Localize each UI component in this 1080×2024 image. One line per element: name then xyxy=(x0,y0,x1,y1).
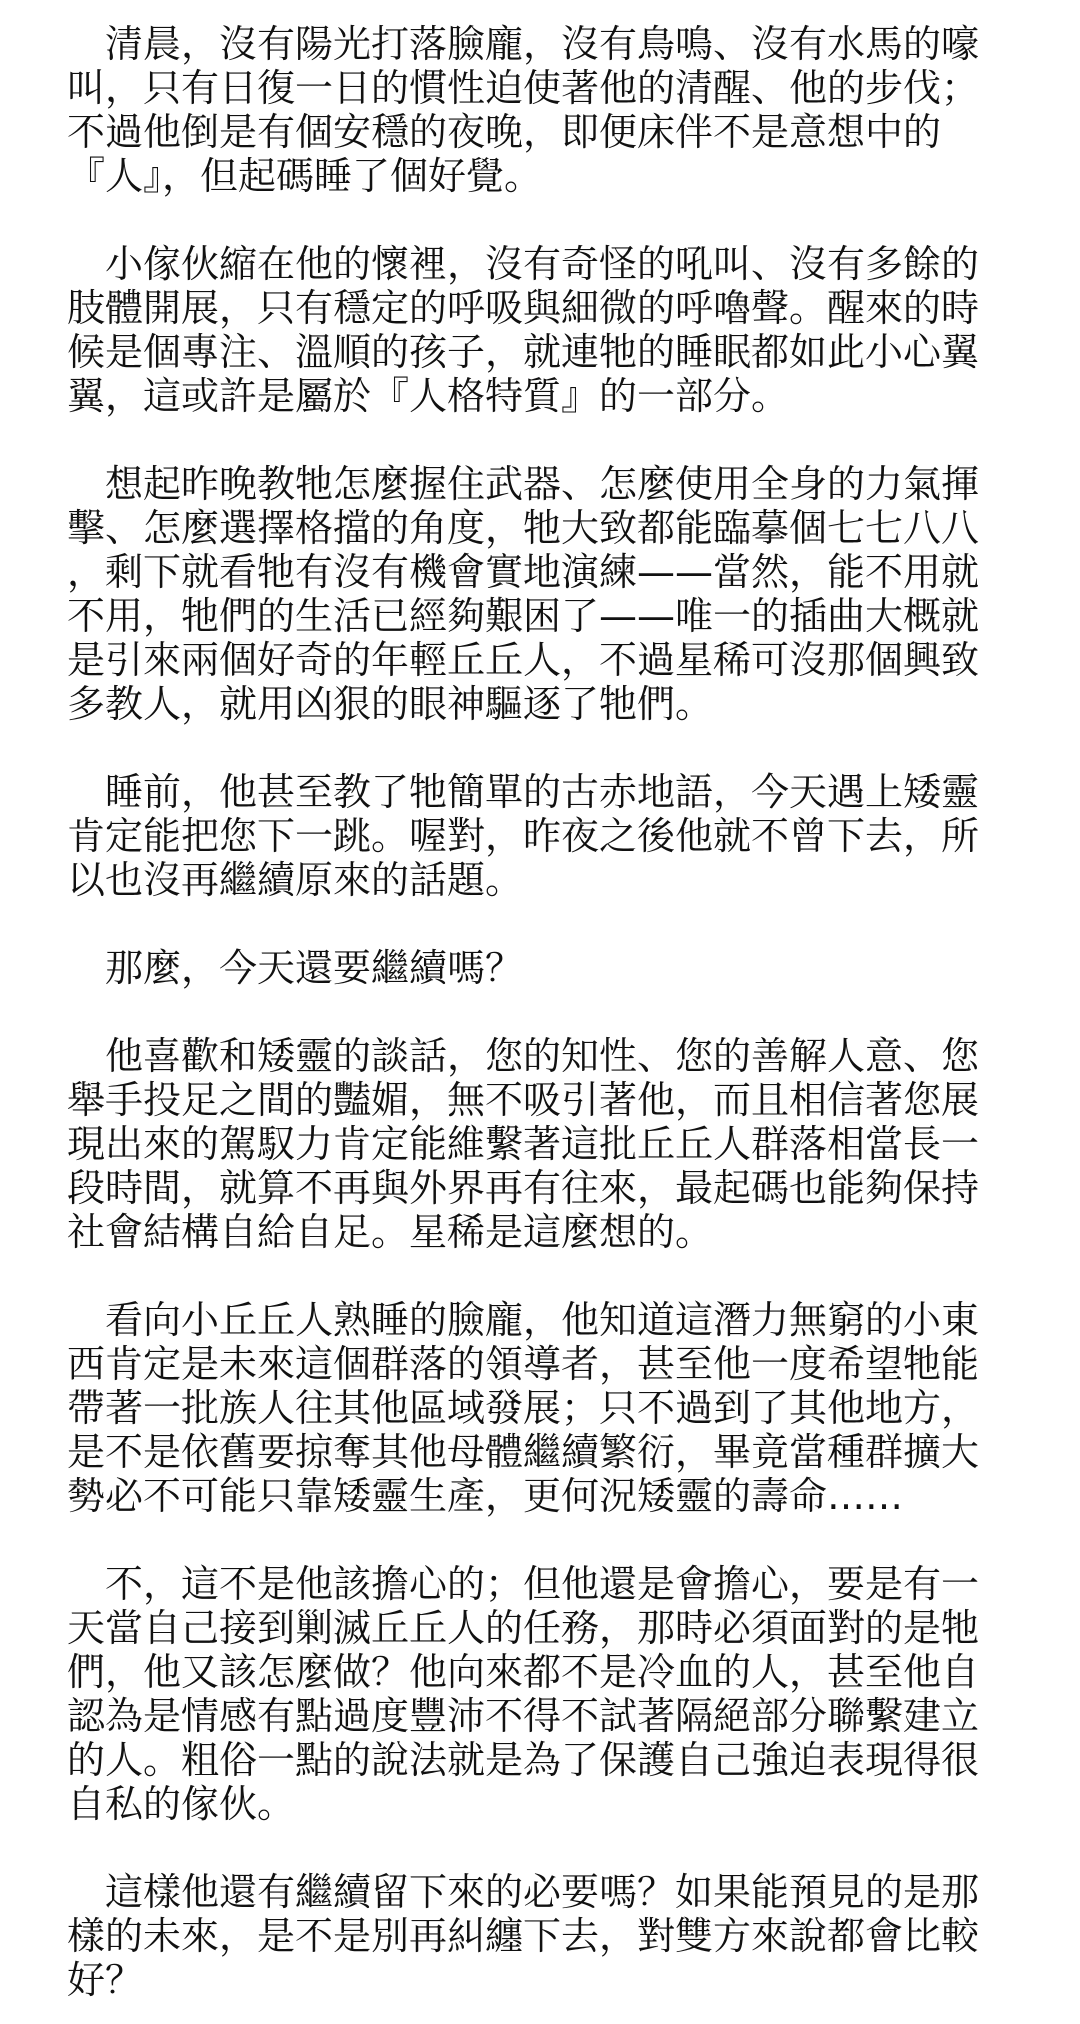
paragraph-8: 不，這不是他該擔心的；但他還是會擔心，要是有一 天當自己接到剿滅丘丘人的任務，那時必須面對的是牠 們，他又該怎麼做？他向來都不是冷血的人，甚至他自 認為是情感有點過度豐沛不得不試著隔絕部分聯繫建立 的人。粗俗一點的說法就是為了保護自己強迫表現得很 自私的傢伙。 xyxy=(67,1562,980,1826)
paragraph-7: 看向小丘丘人熟睡的臉龐，他知道這潛力無窮的小東 西肯定是未來這個群落的領導者，甚至他一度希望牠能 帶著一批族人往其他區域發展；只不過到了其他地方， 是不是依舊要掠奪其他母體繼續繁衍，畢竟當種群擴大 勢必不可能只靠矮靈生產，更何況矮靈的壽命…… xyxy=(67,1298,980,1518)
paragraph-3: 想起昨晚教牠怎麼握住武器、怎麼使用全身的力氣揮 擊、怎麼選擇格擋的角度，牠大致都能臨摹個七七八八 ，剩下就看牠有沒有機會實地演練——當然，能不用就 不用，牠們的生活已經夠艱困了——唯一的插曲大概就 是引來兩個好奇的年輕丘丘人，不過星稀可沒那個興致 多教人，就用凶狠的眼神驅逐了牠們。 xyxy=(67,462,980,726)
paragraph-5: 那麼，今天還要繼續嗎？ xyxy=(67,946,524,990)
paragraph-9: 這樣他還有繼續留下來的必要嗎？如果能預見的是那 樣的未來，是不是別再糾纏下去，對雙方來說都會比較 好？ xyxy=(67,1870,980,2002)
paragraph-2: 小傢伙縮在他的懷裡，沒有奇怪的吼叫、沒有多餘的 肢體開展，只有穩定的呼吸與細微的呼嚕聲。醒來的時 候是個專注、溫順的孩子，就連牠的睡眠都如此小心翼 翼，這或許是屬於『人格特質』的一部分。 xyxy=(67,242,980,418)
paragraph-4: 睡前，他甚至教了牠簡單的古赤地語，今天遇上矮靈 肯定能把您下一跳。喔對，昨夜之後他就不曾下去，所 以也沒再繼續原來的話題。 xyxy=(67,770,980,902)
paragraph-6: 他喜歡和矮靈的談話，您的知性、您的善解人意、您 舉手投足之間的豔媚，無不吸引著他，而且相信著您展 現出來的駕馭力肯定能維繫著這批丘丘人群落相當長一 段時間，就算不再與外界再有往來，最起碼也能夠保持 社會結構自給自足。星稀是這麼想的。 xyxy=(67,1034,980,1254)
paragraph-1: 清晨，沒有陽光打落臉龐，沒有鳥鳴、沒有水馬的嚎 叫，只有日復一日的慣性迫使著他的清醒、他的步伐； 不過他倒是有個安穩的夜晚，即便床伴不是意想中的 『人』，但起碼睡了個好覺。 xyxy=(67,22,980,198)
